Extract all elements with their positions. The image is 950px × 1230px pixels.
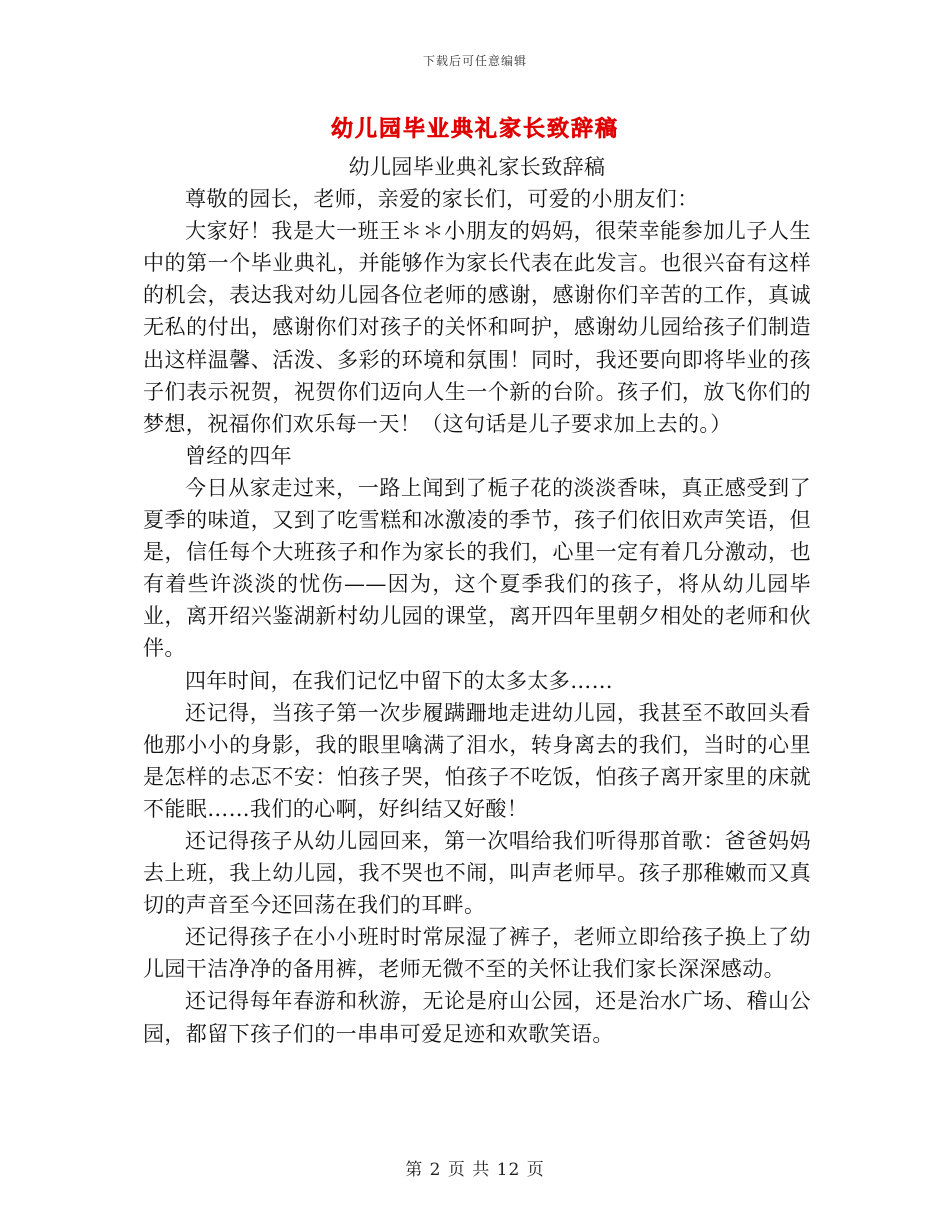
- body-paragraph: 还记得孩子在小小班时时常尿湿了裤子，老师立即给孩子换上了幼儿园干洁净净的备用裤，老师无微不至的关怀让我们家长深深感动。: [143, 925, 811, 982]
- body-paragraph: 还记得，当孩子第一次步履蹒跚地走进幼儿园，我甚至不敢回头看他那小小的身影，我的眼里噙满了泪水，转身离去的我们，当时的心里是怎样的忐忑不安：怕孩子哭，怕孩子不吃饭，怕孩子离开家里的床就不能眠……我们的心啊，好纠结又好酸！: [143, 700, 811, 821]
- page-number-footer: 第 2 页 共 12 页: [405, 1160, 545, 1180]
- document-body: [143, 151, 811, 1050]
- body-paragraph: 大家好！我是大一班王＊＊小朋友的妈妈，很荣幸能参加儿子人生中的第一个毕业典礼，并能够作为家长代表在此发言。也很兴奋有这样的机会，表达我对幼儿园各位老师的感谢，感谢你们辛苦的工作，真诚无私的付出，感谢你们对孩子的关怀和呵护，感谢幼儿园给孩子们制造出这样温馨、活泼、多彩的环境和氛围！同时，我还要向即将毕业的孩子们表示祝贺，祝贺你们迈向人生一个新的台阶。孩子们，放飞你们的梦想，祝福你们欢乐每一天！（这句话是儿子要求加上去的。）: [143, 219, 811, 436]
- page-header-note: 下载后可任意编辑: [422, 54, 527, 68]
- body-paragraph: 还记得每年春游和秋游，无论是府山公园，还是治水广场、稽山公园，都留下孩子们的一串串可爱足迹和欢歌笑语。: [143, 989, 811, 1046]
- document-subtitle: 幼儿园毕业典礼家长致辞稿: [348, 155, 606, 179]
- body-paragraph: 还记得孩子从幼儿园回来，第一次唱给我们听得那首歌：爸爸妈妈去上班，我上幼儿园，我不哭也不闹，叫声老师早。孩子那稚嫩而又真切的声音至今还回荡在我们的耳畔。: [143, 828, 811, 918]
- section-heading: 曾经的四年: [185, 443, 292, 468]
- document-title: 幼儿园毕业典礼家长致辞稿: [330, 116, 619, 142]
- body-paragraph: 四年时间，在我们记忆中留下的太多太多……: [185, 668, 613, 693]
- salutation-paragraph: 尊敬的园长，老师，亲爱的家长们，可爱的小朋友们：: [185, 187, 699, 212]
- body-paragraph: 今日从家走过来，一路上闻到了栀子花的淡淡香味，真正感受到了夏季的味道，又到了吃雪糕和冰激凌的季节，孩子们依旧欢声笑语，但是，信任每个大班孩子和作为家长的我们，心里一定有着几分激动，也有着些许淡淡的忧伤——因为，这个夏季我们的孩子，将从幼儿园毕业，离开绍兴鉴湖新村幼儿园的课堂，离开四年里朝夕相处的老师和伙伴。: [143, 475, 811, 661]
